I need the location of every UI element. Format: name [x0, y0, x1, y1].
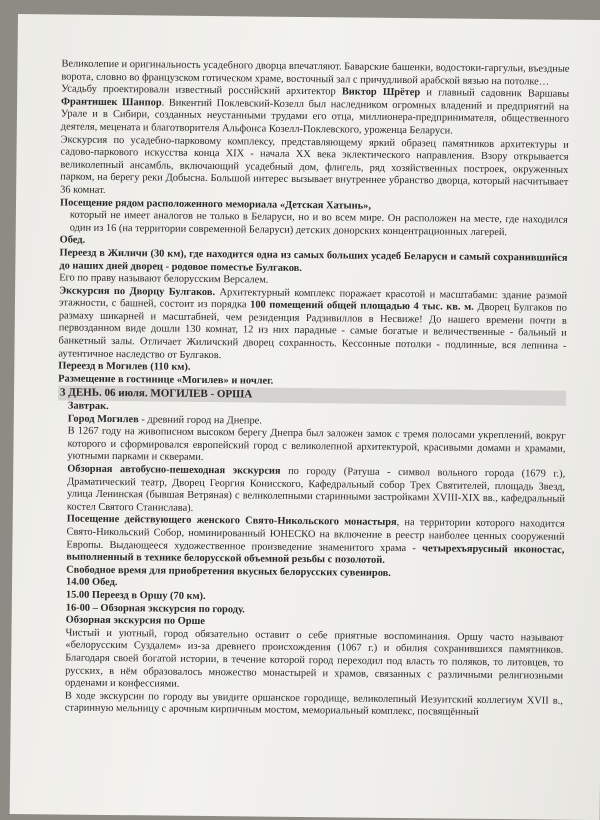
- paragraph-architects: Усадьбу проектировали известный российский архитектор Виктор Шрётер и главный садовник Варшавы Франтишек Шанпор. Викентий Поклевский-Козелл был наследником огромных владений и предприятий на Урале и в Сибири, созданных неустанными трудами его отца, миллионера-предпринимателя, общественного деятеля, мецената и благотворителя Альфонса Козелл-Поклевского, уроженца Беларуси.: [60, 83, 570, 137]
- paragraph-memorial-heading: Посещение рядом расположенного мемориала «Детская Хатынь»,: [59, 196, 372, 212]
- paragraph-palace-intro: Великолепие и оригинальность усадебного дворца впечатляют. Баварские башенки, водостоки-гаргульи, въездные ворота, словно во французском готическом храме, восточный зал с причудливой арабской вязью на потолке…: [61, 58, 570, 88]
- paragraph-city-tour: Обзорная автобусно-пешеходная экскурсия по городу (Ратуша - символ вольного города (1679 г.), Драматический театр, Дворец Георгия Конисского, Кафедральный собор Трех Святителей, площадь Звезд, улица Ленинская (бывшая Ветряная) с великолепными старинными застройками XVIII-XIX вв., кафедральный костел Святого Станислава).: [66, 463, 566, 514]
- paragraph-monastery: Посещение действующего женского Свято-Никольского монастыря, на территории которого находится Свято-Никольский Собор, номинированный ЮНЕСКО на включение в реестр наиболее ценных сооружений Европы. Выдающееся художественное произведение знаменитого храма - четырехъярусный иконостас, выполненный в технике белорусской объемной резьбы с позолотой.: [66, 513, 565, 567]
- orsha-tour-heading: Обзорная экскурсия по Орше: [65, 614, 205, 628]
- free-time-line: Свободное время для приобретения вкусных белорусских сувениров.: [66, 564, 391, 579]
- paper-sheet: [10, 14, 600, 820]
- hotel-line: Размещение в гостинице «Могилев» и ночлег.: [58, 373, 274, 387]
- paragraph-mogilev-history: В 1267 году на живописном высоком берегу Днепра был заложен замок с тремя полосами укреплений, вокруг которого и сформировался европейский город с великолепной архитектурой, красивыми домами и храмами, уютными парками и скверами.: [67, 425, 566, 464]
- transfer-orsha: 15.00 Переезд в Оршу (70 км).: [65, 589, 206, 602]
- day-3-header: 3 ДЕНЬ. 06 июля. МОГИЛЕВ - ОРША: [58, 386, 566, 406]
- mogilev-intro: Город Могилев - древний город на Днепре.: [67, 413, 262, 427]
- transfer-zhilichi: Переезд в Жиличи (30 км), где находится одна из самых больших усадеб Беларуси и самый сохранившийся до наших дней дворец - родовое поместье Булгаков.: [59, 247, 568, 274]
- paragraph-memorial: который не имеет аналогов не только в Беларуси, но и во всем мире. Он расположен на месте, где находился один из 16 (на территории современной Беларуси) детских донорских концентрационных лагерей.: [69, 209, 568, 238]
- paragraph-orsha: Чистый и уютный, город обязательно оставит о себе приятные воспоминания. Оршу часто называют «белорусским Суздалем» из-за древнего происхождения (1067 г.) и обилия сохранившихся памятников. Благодаря своей богатой истории, в течение которой город переходил под власть то поляков, то литовцев, то русских, в нём образовалось множество монастырей и храмов, связанных с различными религиозными орденами и конфессиями.: [64, 627, 564, 690]
- transfer-mogilev: Переезд в Могилев (110 км).: [58, 360, 191, 374]
- breakfast-line: Завтрак.: [67, 400, 109, 413]
- document-text: [55, 58, 570, 720]
- lunch-line: Обед.: [59, 234, 86, 247]
- versailles-line: Его по праву называют белорусским Версалем.: [59, 272, 269, 286]
- paragraph-estate-excursion: Экскурсия по усадебно-парковому комплексу, представляющему яркий образец памятников архитектуры и садово-паркового искусства конца XIX - начала XX века эклектического направления. Взору открывается великолепный ансамбль, включающий усадебный дом, флигель, ряд хозяйственных построек, окруженных парком, на берегу реки Добысна. Большой интерес вызывает внутреннее убранство дворца, который насчитывает 36 комнат.: [60, 134, 569, 196]
- tour-time-line: 16-00 – Обзорная экскурсия по городу.: [65, 602, 245, 615]
- paragraph-orsha-sights: В ходе экскурсии по городу вы увидите оршанское городище, великолепный Иезуитский коллегиум XVII в., старинную мельницу с арочным кирпичным мостом, мемориальный комплекс, посвящённый: [64, 690, 563, 719]
- lunch-time-line: 14.00 Обед.: [65, 576, 118, 589]
- paragraph-bulgak-palace: Экскурсия по Дворцу Булгаков. Архитектурный комплекс поражает красотой и масштабами: здание размой этажности, с башней, состоит из порядка 100 помещений общей площадью 4 тыс. кв. м. Дворец Булгаков по размаху шикарней и масштабней, чем резиденция Радзивиллов в Несвиже! До нашего времени почти в первозданном виде дошли 130 комнат, 12 из них парадные - самые богатые и величественные - бальный и банкетный залы. Отличает Жиличский дворец сохранность. Кессонные потолки - подлинные, вся лепнина - аутентичное наследство от Булгаков.: [58, 285, 568, 361]
